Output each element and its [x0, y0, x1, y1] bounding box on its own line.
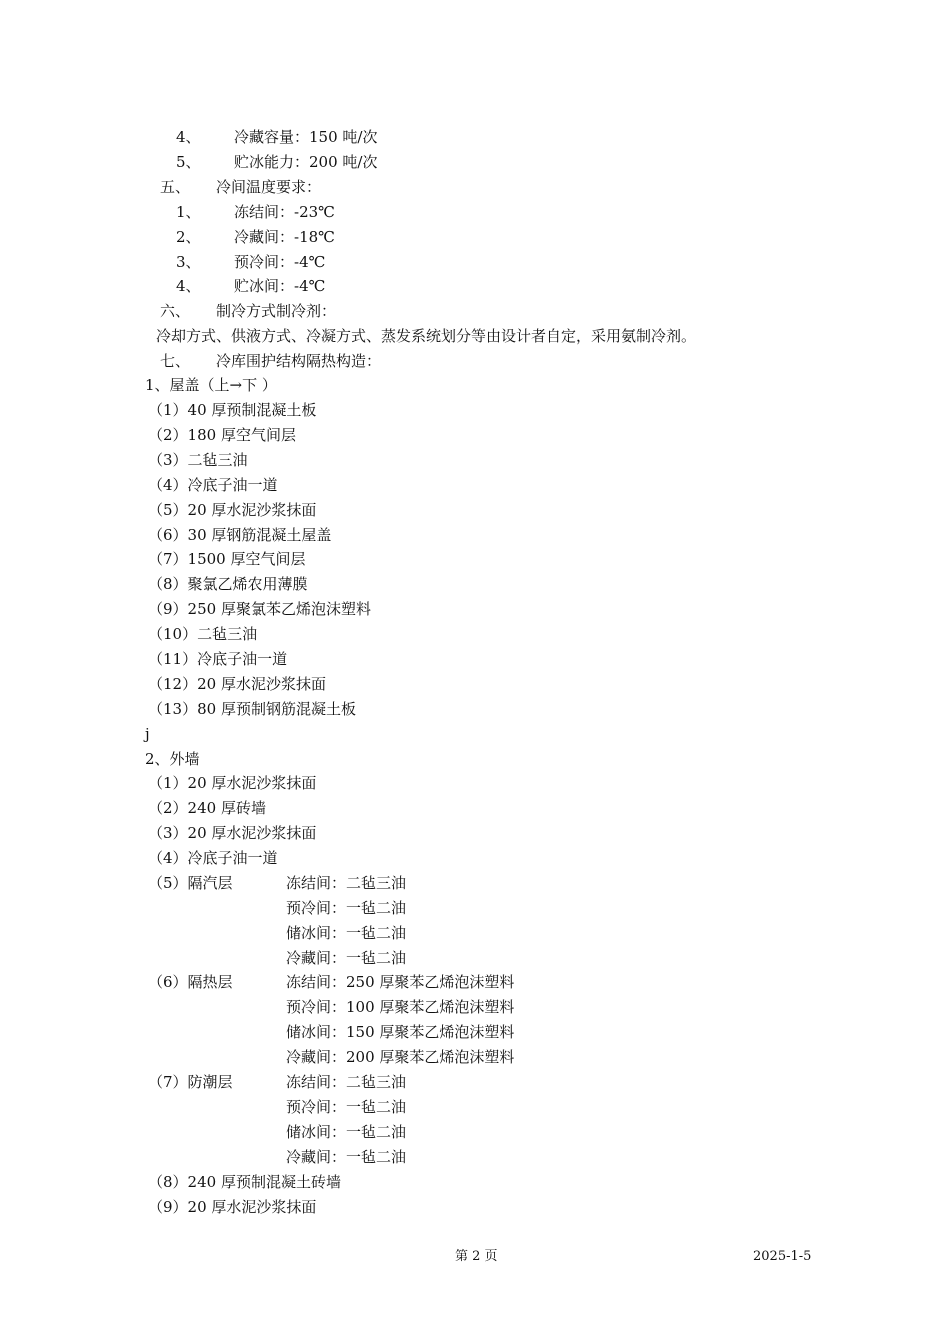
list-item: （4）冷底子油一道 — [148, 849, 278, 867]
item-text: 冷藏容量：150 吨/次 — [234, 128, 378, 146]
subsection-title: 2、外墙 — [145, 750, 200, 768]
section-title: 冷库围护结构隔热构造： — [216, 352, 382, 370]
list-item: （3）二毡三油 — [148, 451, 248, 469]
layer-row: 储冰间：150 厚聚苯乙烯泡沫塑料 — [286, 1023, 515, 1041]
section-number: 五、 — [160, 178, 191, 196]
list-item: （9）20 厚水泥沙浆抹面 — [148, 1198, 317, 1216]
list-item: （10）二毡三油 — [148, 625, 258, 643]
layer-row: 冷藏间：一毡二油 — [286, 949, 407, 967]
item-number: 5、 — [176, 153, 201, 171]
paragraph: 冷却方式、供液方式、冷凝方式、蒸发系统划分等由设计者自定，采用氨制冷剂。 — [156, 327, 697, 345]
footer-date: 2025-1-5 — [753, 1249, 812, 1264]
item-text: 贮冰间：-4℃ — [234, 277, 326, 295]
list-item: （11）冷底子油一道 — [148, 650, 288, 668]
layer-row: 冻结间：二毡三油 — [286, 1073, 407, 1091]
list-item: （7）1500 厚空气间层 — [148, 550, 306, 568]
list-item: （2）180 厚空气间层 — [148, 426, 296, 444]
list-item: （9）250 厚聚氯苯乙烯泡沫塑料 — [148, 600, 371, 618]
list-item: （1）40 厚预制混凝土板 — [148, 401, 317, 419]
subsection-title: 1、屋盖（上→下 ） — [145, 376, 277, 394]
list-item: （5）20 厚水泥沙浆抹面 — [148, 501, 317, 519]
item-number: 4、 — [176, 128, 201, 146]
layer-row: 储冰间：一毡二油 — [286, 1123, 407, 1141]
item-text: 预冷间：-4℃ — [234, 253, 326, 271]
item-number: 1、 — [176, 203, 201, 221]
layer-row: 冷藏间：200 厚聚苯乙烯泡沫塑料 — [286, 1048, 515, 1066]
layer-row: 储冰间：一毡二油 — [286, 924, 407, 942]
item-number: 4、 — [176, 277, 201, 295]
list-item: （8）240 厚预制混凝土砖墙 — [148, 1173, 341, 1191]
list-item: （8）聚氯乙烯农用薄膜 — [148, 575, 308, 593]
item-text: 冷藏间：-18℃ — [234, 228, 335, 246]
layer-row: 冻结间：250 厚聚苯乙烯泡沫塑料 — [286, 973, 515, 991]
list-item: （13）80 厚预制钢筋混凝土板 — [148, 700, 356, 718]
page-number: 第 2 页 — [455, 1249, 498, 1264]
layer-label: （7）防潮层 — [148, 1073, 233, 1091]
list-item: （4）冷底子油一道 — [148, 476, 278, 494]
list-item: （1）20 厚水泥沙浆抹面 — [148, 774, 317, 792]
item-text: 贮冰能力：200 吨/次 — [234, 153, 378, 171]
layer-row: 预冷间：一毡二油 — [286, 899, 407, 917]
item-number: 3、 — [176, 253, 201, 271]
layer-label: （5）隔汽层 — [148, 874, 233, 892]
section-number: 六、 — [160, 302, 191, 320]
section-title: 冷间温度要求： — [216, 178, 322, 196]
section-number: 七、 — [160, 352, 191, 370]
layer-row: 冻结间：二毡三油 — [286, 874, 407, 892]
section-title: 制冷方式制冷剂： — [216, 302, 337, 320]
stray-character: j — [145, 725, 150, 743]
layer-row: 冷藏间：一毡二油 — [286, 1148, 407, 1166]
item-text: 冻结间：-23℃ — [234, 203, 335, 221]
layer-row: 预冷间：100 厚聚苯乙烯泡沫塑料 — [286, 998, 515, 1016]
list-item: （6）30 厚钢筋混凝土屋盖 — [148, 526, 332, 544]
layer-label: （6）隔热层 — [148, 973, 233, 991]
list-item: （12）20 厚水泥沙浆抹面 — [148, 675, 326, 693]
layer-row: 预冷间：一毡二油 — [286, 1098, 407, 1116]
item-number: 2、 — [176, 228, 201, 246]
list-item: （3）20 厚水泥沙浆抹面 — [148, 824, 317, 842]
list-item: （2）240 厚砖墙 — [148, 799, 266, 817]
